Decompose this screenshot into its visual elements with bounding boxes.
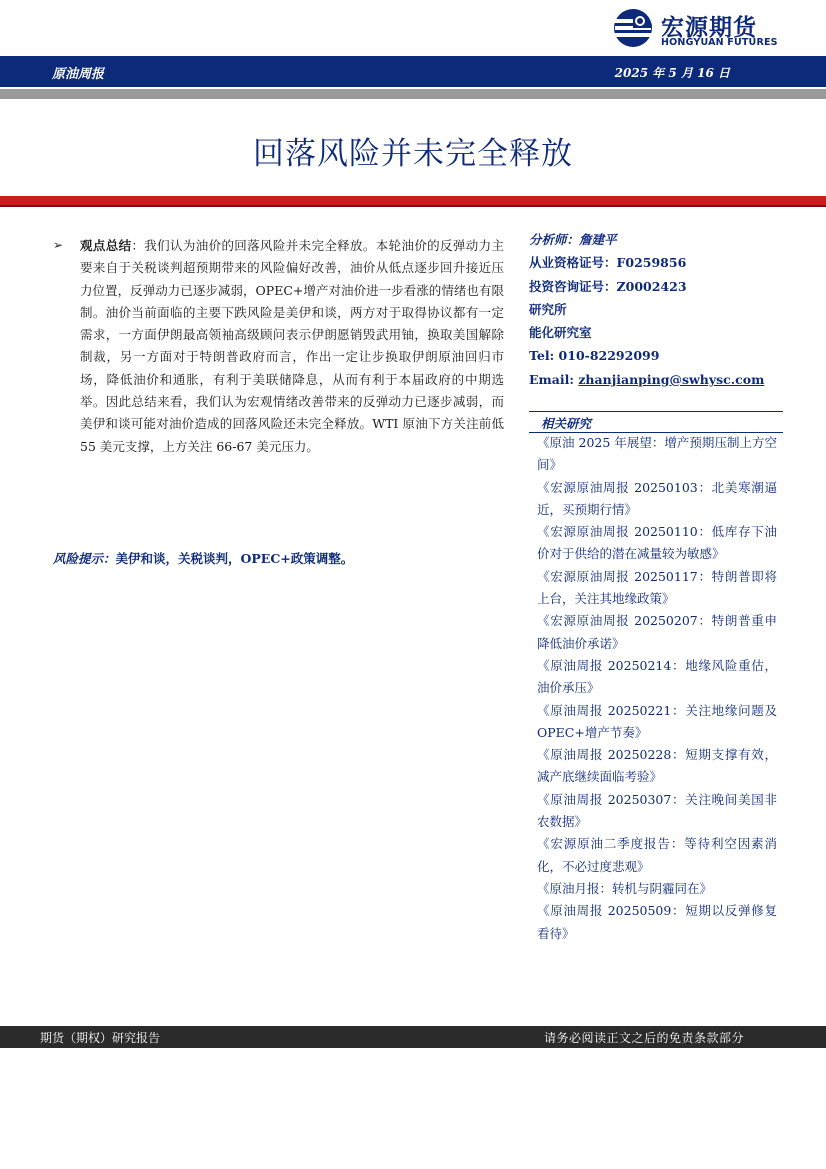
analyst-label: 分析师：: [529, 232, 580, 247]
consult-number: Z0002423: [616, 278, 687, 294]
cert-label: 从业资格证号：: [529, 255, 617, 271]
header-divider: [0, 89, 826, 99]
tel-label: Tel:: [529, 348, 555, 364]
report-type: 原油周报: [52, 67, 105, 82]
report-date: 2025 年 5 月 16 日: [614, 66, 730, 80]
bullet-arrow-icon: ➢: [53, 238, 64, 252]
company-logo: [613, 6, 793, 52]
institute: 研究所: [529, 301, 567, 317]
footer-report-kind: 期货（期权）研究报告: [40, 1031, 161, 1045]
footer-bar: [0, 1026, 826, 1048]
related-item[interactable]: 《原油月报：转机与阴霾同在》: [537, 880, 713, 896]
related-research-header: [529, 411, 783, 433]
analyst-name: 詹建平: [579, 232, 617, 247]
hongyuan-logo-icon: [613, 8, 653, 48]
related-item[interactable]: 《宏源原油周报 20250207：特朗普重申降低油价承诺》: [537, 613, 777, 651]
consult-label: 投资咨询证号：: [529, 278, 617, 294]
related-item[interactable]: 《宏源原油二季度报告：等待利空因素消化，不必过度悲观》: [537, 836, 777, 874]
risk-label: 风险提示：: [53, 551, 116, 566]
summary-paragraph: [80, 235, 504, 458]
related-item[interactable]: 《原油周报 20250228：短期支撑有效，减产底继续面临考验》: [537, 747, 777, 785]
risk-notice: [53, 549, 513, 567]
header-bar: [0, 56, 826, 87]
email-label: Email:: [529, 371, 574, 387]
related-item[interactable]: 《原油 2025 年展望：增产预期压制上方空间》: [537, 435, 777, 473]
related-item[interactable]: 《宏源原油周报 20250110：低库存下油价对于供给的潜在减量较为敏感》: [537, 524, 777, 562]
related-item[interactable]: 《原油周报 20250509：短期以反弹修复看待》: [537, 903, 777, 941]
footer-disclaimer-note: 请务必阅读正文之后的免责条款部分: [543, 1031, 744, 1045]
related-item[interactable]: 《原油周报 20250214：地缘风险重估，油价承压》: [537, 657, 777, 696]
related-item[interactable]: 《宏源原油周报 20250103：北美寒潮逼近，买预期行情》: [537, 479, 777, 517]
title-divider: [0, 196, 826, 205]
risk-text: 美伊和谈，关税谈判，OPEC+政策调整。: [115, 551, 354, 566]
related-item[interactable]: 《原油周报 20250307：关注晚间美国非农数据》: [537, 791, 777, 830]
email-link[interactable]: zhanjianping@swhysc.com: [578, 371, 765, 387]
related-item[interactable]: 《宏源原油周报 20250117：特朗普即将上台，关注其地缘政策》: [537, 568, 777, 607]
summary-text: ：我们认为油价的回落风险并未完全释放。本轮油价的反弹动力主要来自于关税谈判超预期带来的风险偏好改善，油价从低点逐步回升接近压力位置，反弹动力已逐步减弱，OPEC+增产对油价进一步看涨的情绪也有限制。油价当前面临的主要下跌风险是美伊和谈，两方对于取得协议都有一定需求，一方面伊朗最高领袖高级顾问表示伊朗愿销毁武用铀，换取美国解除制裁，另一方面对于特朗普政府而言，作出一定让步换取伊朗原油回归市场，降低油价和通胀，有利于美联储降息，从而有利于本届政府的中期选举。因此总结来看，我们认为宏观情绪改善带来的反弹动力已逐步减弱，而美伊和谈可能对油价造成的回落风险还未完全释放。WTI 原油下方关注前低 55 美元支撑，上方关注 66-67 美元压力。: [80, 238, 504, 454]
cert-number: F0259856: [616, 255, 687, 271]
analyst-info: [529, 228, 799, 391]
page-title: 回落风险并未完全释放: [253, 136, 573, 172]
title-divider-shadow: [0, 205, 826, 207]
logo-name-en: HONGYUAN FUTURES: [661, 37, 778, 48]
tel-number: 010-82292099: [558, 348, 660, 364]
summary-label: 观点总结: [80, 238, 132, 253]
related-item[interactable]: 《原油周报 20250221：关注地缘问题及OPEC+增产节奏》: [537, 702, 777, 740]
logo-name-cn: 宏源期货: [661, 15, 757, 41]
related-research-title: 相关研究: [541, 416, 592, 431]
related-research-list: [537, 432, 777, 945]
department: 能化研究室: [529, 325, 592, 341]
